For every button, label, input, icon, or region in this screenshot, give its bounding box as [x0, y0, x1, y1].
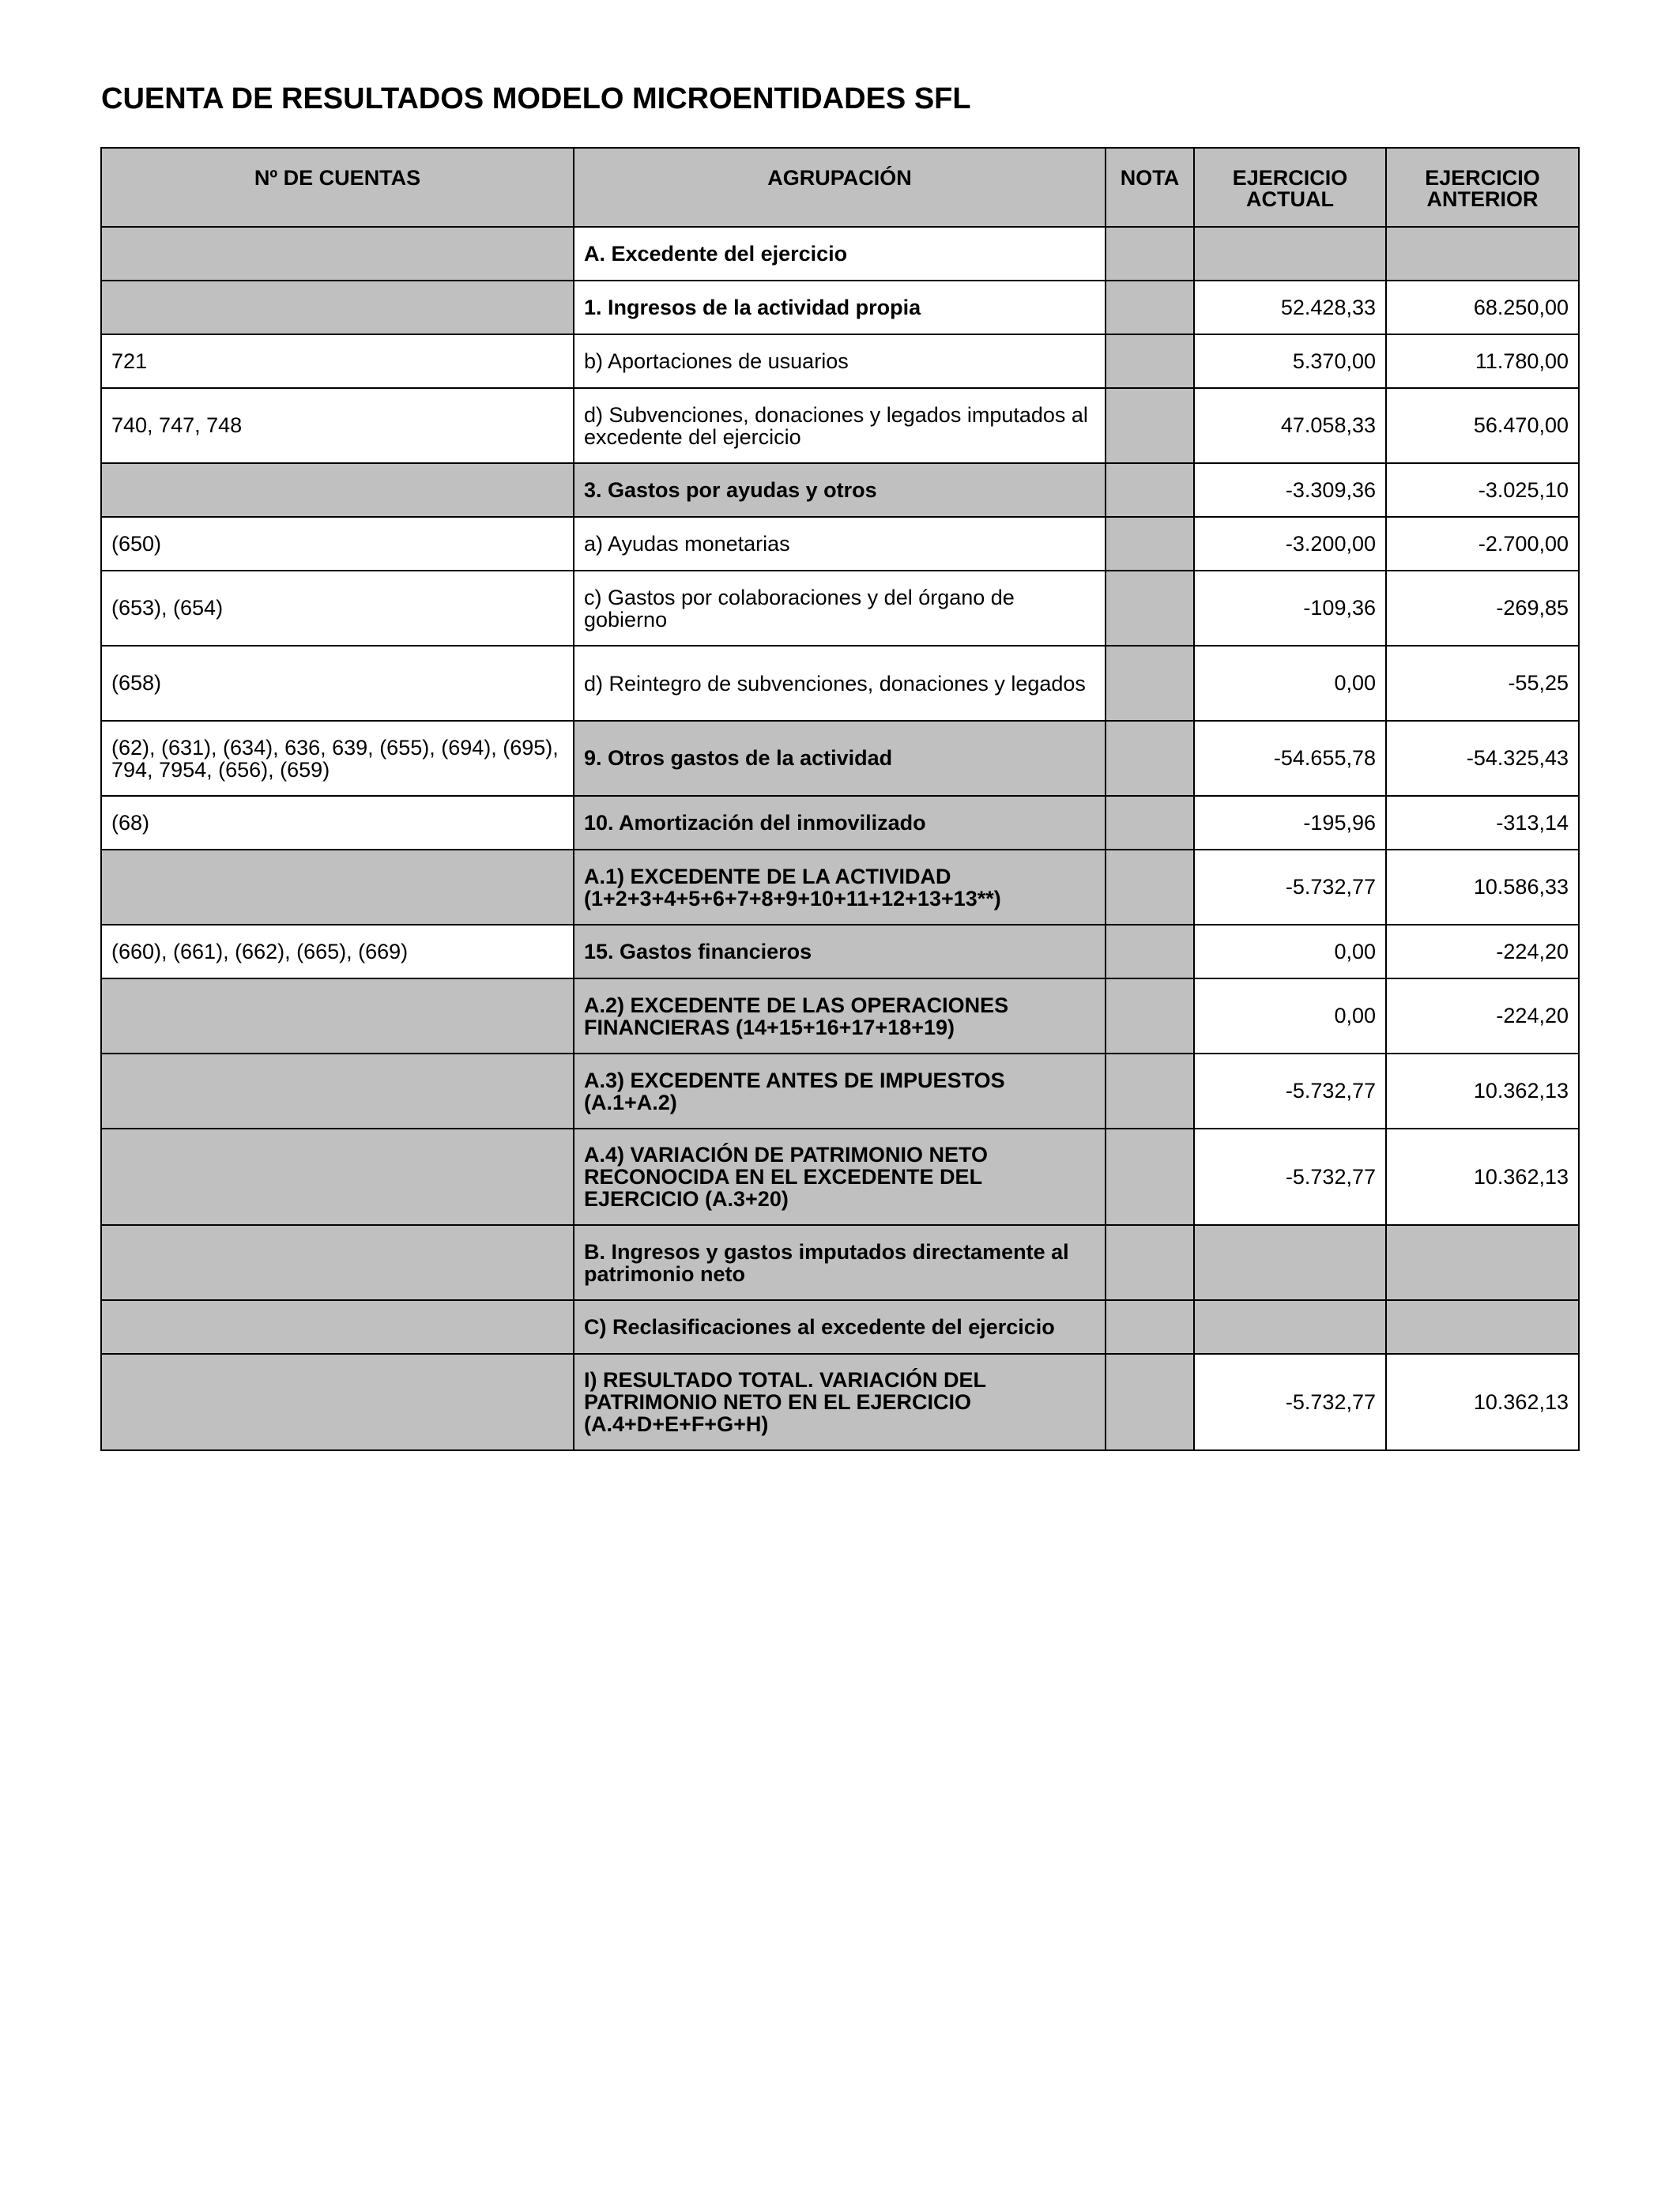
table-row	[101, 850, 1579, 925]
table-row	[101, 925, 1579, 978]
cell-anterior	[1386, 1225, 1579, 1300]
table-row	[101, 463, 1579, 517]
header-ejercicio-actual: EJERCICIO ACTUAL	[1194, 148, 1386, 227]
header-nota: NOTA	[1106, 148, 1194, 227]
cell-cuentas	[101, 1225, 574, 1300]
cell-cuentas: (68)	[101, 796, 574, 850]
cell-actual: 52.428,33	[1194, 281, 1386, 334]
cell-anterior: -269,85	[1386, 571, 1579, 646]
cell-anterior: 56.470,00	[1386, 388, 1579, 463]
cell-actual: -5.732,77	[1194, 1354, 1386, 1450]
table-row	[101, 721, 1579, 796]
cell-agrupacion: 1. Ingresos de la actividad propia	[574, 281, 1106, 334]
cell-agrupacion: C) Reclasificaciones al excedente del ejercicio	[574, 1300, 1106, 1354]
cell-agrupacion: 10. Amortización del inmovilizado	[574, 796, 1106, 850]
cell-nota	[1106, 1354, 1194, 1450]
cell-cuentas	[101, 1054, 574, 1129]
cell-actual	[1194, 227, 1386, 281]
cell-agrupacion: A.4) VARIACIÓN DE PATRIMONIO NETO RECONOCIDA EN EL EXCEDENTE DEL EJERCICIO (A.3+20)	[574, 1129, 1106, 1225]
cell-nota	[1106, 281, 1194, 334]
cell-agrupacion: B. Ingresos y gastos imputados directamente al patrimonio neto	[574, 1225, 1106, 1300]
cell-anterior: -313,14	[1386, 796, 1579, 850]
cell-agrupacion: A.1) EXCEDENTE DE LA ACTIVIDAD (1+2+3+4+5+6+7+8+9+10+11+12+13+13**)	[574, 850, 1106, 925]
table-row	[101, 281, 1579, 334]
cell-agrupacion: A.2) EXCEDENTE DE LAS OPERACIONES FINANCIERAS (14+15+16+17+18+19)	[574, 978, 1106, 1054]
cell-actual: 5.370,00	[1194, 334, 1386, 388]
cell-nota	[1106, 227, 1194, 281]
cell-anterior: -3.025,10	[1386, 463, 1579, 517]
table-row	[101, 1054, 1579, 1129]
cell-anterior	[1386, 227, 1579, 281]
table-header-row	[101, 148, 1579, 227]
table-row	[101, 646, 1579, 721]
cell-nota	[1106, 1054, 1194, 1129]
cell-cuentas	[101, 1354, 574, 1450]
header-cuentas: Nº DE CUENTAS	[101, 148, 574, 227]
page-title: CUENTA DE RESULTADOS MODELO MICROENTIDADES SFL	[101, 82, 971, 115]
cell-nota	[1106, 978, 1194, 1054]
cell-anterior: -55,25	[1386, 646, 1579, 721]
cell-actual: -54.655,78	[1194, 721, 1386, 796]
cell-actual: -3.200,00	[1194, 517, 1386, 571]
table-row	[101, 978, 1579, 1054]
cell-anterior: 10.362,13	[1386, 1354, 1579, 1450]
cell-actual: 47.058,33	[1194, 388, 1386, 463]
cell-anterior: 10.586,33	[1386, 850, 1579, 925]
cell-agrupacion: A. Excedente del ejercicio	[574, 227, 1106, 281]
cell-cuentas: (62), (631), (634), 636, 639, (655), (694), (695), 794, 7954, (656), (659)	[101, 721, 574, 796]
cell-cuentas	[101, 463, 574, 517]
cell-cuentas: 721	[101, 334, 574, 388]
table-row	[101, 334, 1579, 388]
cell-nota	[1106, 463, 1194, 517]
cell-cuentas: (650)	[101, 517, 574, 571]
cell-cuentas	[101, 1129, 574, 1225]
cell-agrupacion: a) Ayudas monetarias	[574, 517, 1106, 571]
cell-nota	[1106, 1225, 1194, 1300]
cell-actual: -5.732,77	[1194, 850, 1386, 925]
cell-cuentas: (653), (654)	[101, 571, 574, 646]
cell-cuentas	[101, 978, 574, 1054]
income-statement-table	[100, 147, 1580, 1451]
table-row	[101, 571, 1579, 646]
cell-actual: 0,00	[1194, 646, 1386, 721]
cell-nota	[1106, 1129, 1194, 1225]
cell-cuentas	[101, 227, 574, 281]
cell-actual: -3.309,36	[1194, 463, 1386, 517]
cell-anterior	[1386, 1300, 1579, 1354]
cell-nota	[1106, 517, 1194, 571]
cell-anterior: 11.780,00	[1386, 334, 1579, 388]
cell-agrupacion: 9. Otros gastos de la actividad	[574, 721, 1106, 796]
cell-cuentas	[101, 1300, 574, 1354]
cell-actual: -109,36	[1194, 571, 1386, 646]
cell-nota	[1106, 721, 1194, 796]
cell-nota	[1106, 796, 1194, 850]
cell-anterior: -2.700,00	[1386, 517, 1579, 571]
cell-cuentas: (658)	[101, 646, 574, 721]
cell-anterior: 10.362,13	[1386, 1054, 1579, 1129]
cell-agrupacion: A.3) EXCEDENTE ANTES DE IMPUESTOS (A.1+A.2)	[574, 1054, 1106, 1129]
cell-actual: -5.732,77	[1194, 1054, 1386, 1129]
cell-agrupacion: I) RESULTADO TOTAL. VARIACIÓN DEL PATRIMONIO NETO EN EL EJERCICIO (A.4+D+E+F+G+H)	[574, 1354, 1106, 1450]
table-row	[101, 227, 1579, 281]
cell-actual: 0,00	[1194, 925, 1386, 978]
cell-anterior: -224,20	[1386, 925, 1579, 978]
table-row	[101, 1300, 1579, 1354]
table-row	[101, 1354, 1579, 1450]
cell-actual	[1194, 1300, 1386, 1354]
cell-actual: -195,96	[1194, 796, 1386, 850]
cell-nota	[1106, 388, 1194, 463]
cell-agrupacion: 15. Gastos financieros	[574, 925, 1106, 978]
table-row	[101, 517, 1579, 571]
cell-anterior: 68.250,00	[1386, 281, 1579, 334]
header-agrupacion: AGRUPACIÓN	[574, 148, 1106, 227]
table-row	[101, 388, 1579, 463]
cell-cuentas	[101, 850, 574, 925]
cell-anterior: 10.362,13	[1386, 1129, 1579, 1225]
cell-nota	[1106, 334, 1194, 388]
cell-nota	[1106, 850, 1194, 925]
cell-nota	[1106, 646, 1194, 721]
cell-nota	[1106, 571, 1194, 646]
cell-cuentas: (660), (661), (662), (665), (669)	[101, 925, 574, 978]
table-row	[101, 1129, 1579, 1225]
cell-agrupacion: d) Subvenciones, donaciones y legados imputados al excedente del ejercicio	[574, 388, 1106, 463]
cell-agrupacion: d) Reintegro de subvenciones, donaciones y legados	[574, 646, 1106, 721]
cell-anterior: -224,20	[1386, 978, 1579, 1054]
cell-agrupacion: 3. Gastos por ayudas y otros	[574, 463, 1106, 517]
cell-cuentas	[101, 281, 574, 334]
table-row	[101, 796, 1579, 850]
cell-nota	[1106, 1300, 1194, 1354]
cell-actual	[1194, 1225, 1386, 1300]
cell-actual: 0,00	[1194, 978, 1386, 1054]
cell-agrupacion: c) Gastos por colaboraciones y del órgano de gobierno	[574, 571, 1106, 646]
cell-cuentas: 740, 747, 748	[101, 388, 574, 463]
cell-agrupacion: b) Aportaciones de usuarios	[574, 334, 1106, 388]
cell-anterior: -54.325,43	[1386, 721, 1579, 796]
cell-actual: -5.732,77	[1194, 1129, 1386, 1225]
header-ejercicio-anterior: EJERCICIO ANTERIOR	[1386, 148, 1579, 227]
cell-nota	[1106, 925, 1194, 978]
table-row	[101, 1225, 1579, 1300]
